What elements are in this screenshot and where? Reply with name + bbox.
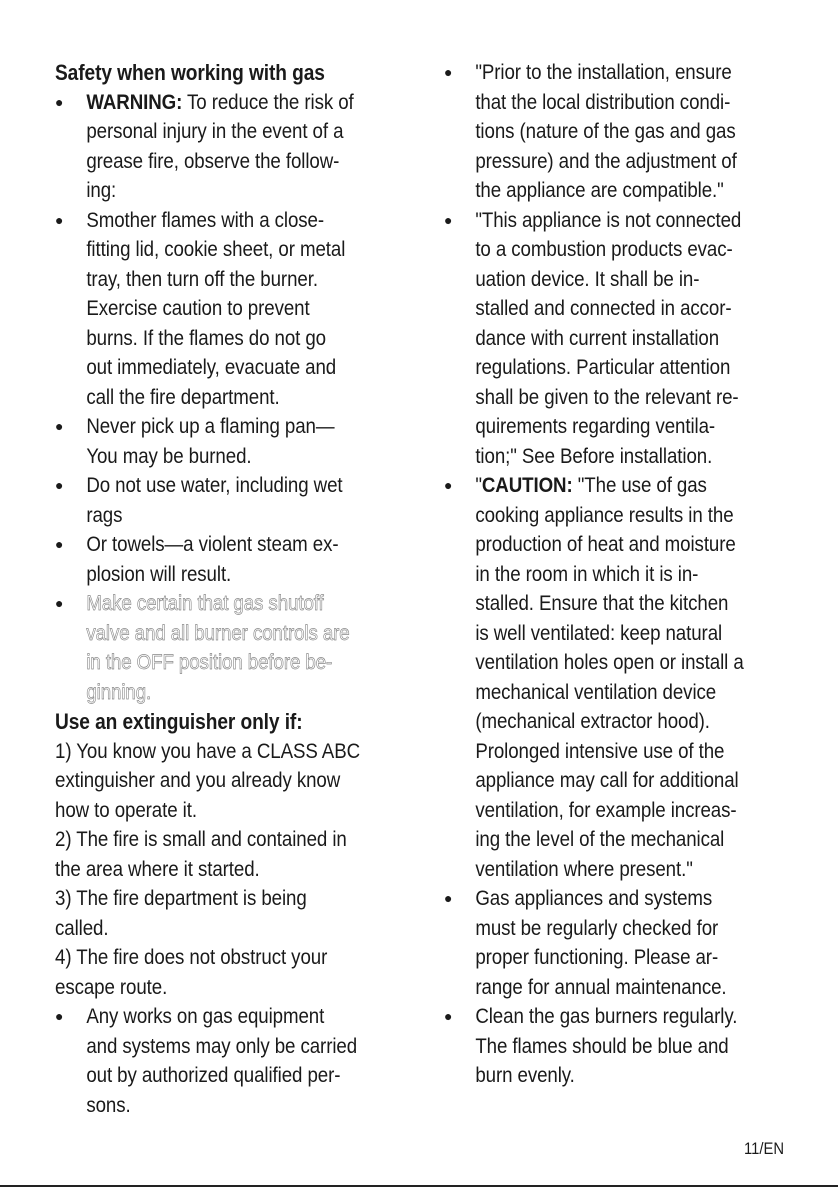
bullet-icon: ● — [444, 1008, 453, 1024]
bullet-icon: ● — [444, 64, 453, 80]
extinguisher-conditions: 1) You know you have a CLASS ABC extinguisher and you already know how to operate it. 2) The fire is small and contained in the area where it started. 3) The fire department is being called. 4) The fire does not obstruct your escape route. — [55, 738, 361, 999]
bullet-clean-burners: ● Clean the gas burners regularly. The flames should be blue and burn evenly. — [444, 1004, 738, 1087]
bullet-caution: ● "CAUTION: "The use of gas cooking appliance results in the production of heat and moisture in the room in which it is in- stalled. Ensure that the kitchen is well ventilated: keep natural ventilation holes open or install a mechanical ventilation device (mechanical extractor hood). Prolonged intensive use of the appliance may call for additional ventilation, for example increas- ing the level of the mechanical ventilation where present." — [444, 473, 744, 881]
bullet-authorized-persons: ● Any works on gas equipment and systems may only be carried out by authorized qualified per- sons. — [55, 1004, 358, 1117]
bullet-towels: ● Or towels—a violent steam ex- plosion will result. — [55, 532, 339, 586]
bullet-icon: ● — [55, 93, 64, 110]
caution-label: CAUTION: — [481, 473, 573, 497]
bullet-icon: ● — [444, 477, 453, 493]
right-column — [444, 58, 789, 1091]
warning-bullet: ● WARNING: To reduce the risk of personal injury in the event of a grease fire, observe the follow- ing: — [55, 89, 354, 202]
bullet-flaming-pan: ● Never pick up a flaming pan— You may be burned. — [55, 414, 335, 468]
bullet-not-connected: ● "This appliance is not connected to a combustion products evac- uation device. It shall be in- stalled and connected in accor- dance with current installation regulations. Particular attention shall be given to the relevant re- quirements regarding ventila- tion;" See Before installation. — [444, 207, 742, 468]
bullet-icon: ● — [55, 536, 64, 552]
bullet-icon: ● — [444, 211, 453, 228]
bullet-icon: ● — [55, 418, 64, 434]
bottom-divider — [0, 1185, 838, 1187]
bullet-icon: ● — [55, 1008, 64, 1024]
left-column — [55, 58, 400, 1120]
section-heading-gas-safety: Safety when working with gas — [55, 60, 325, 85]
section-heading-extinguisher: Use an extinguisher only if: — [55, 709, 303, 734]
bullet-icon: ● — [55, 211, 64, 228]
bullet-prior-installation: ● "Prior to the installation, ensure that the local distribution condi- tions (nature of the gas and gas pressure) and the adjustment of the appliance are compatible." — [444, 60, 737, 202]
bullet-icon: ● — [55, 477, 64, 493]
bullet-icon: ● — [55, 595, 64, 611]
bullet-smother-flames: ● Smother flames with a close- fitting lid, cookie sheet, or metal tray, then turn off the burner. Exercise caution to prevent burns. If the flames do not go out immediately, evacuate and call the fire department. — [55, 207, 346, 409]
page-number: 11/EN — [744, 1139, 785, 1158]
bullet-icon: ● — [444, 890, 453, 906]
bullet-gas-shutoff: ● Make certain that gas shutoff valve and all burner controls are in the OFF position before be- ginning. — [55, 591, 350, 704]
bullet-no-water: ● Do not use water, including wet rags — [55, 473, 343, 527]
warning-label: WARNING: — [86, 89, 183, 114]
bullet-regular-check: ● Gas appliances and systems must be regularly checked for proper functioning. Please ar- range for annual maintenance. — [444, 886, 727, 999]
